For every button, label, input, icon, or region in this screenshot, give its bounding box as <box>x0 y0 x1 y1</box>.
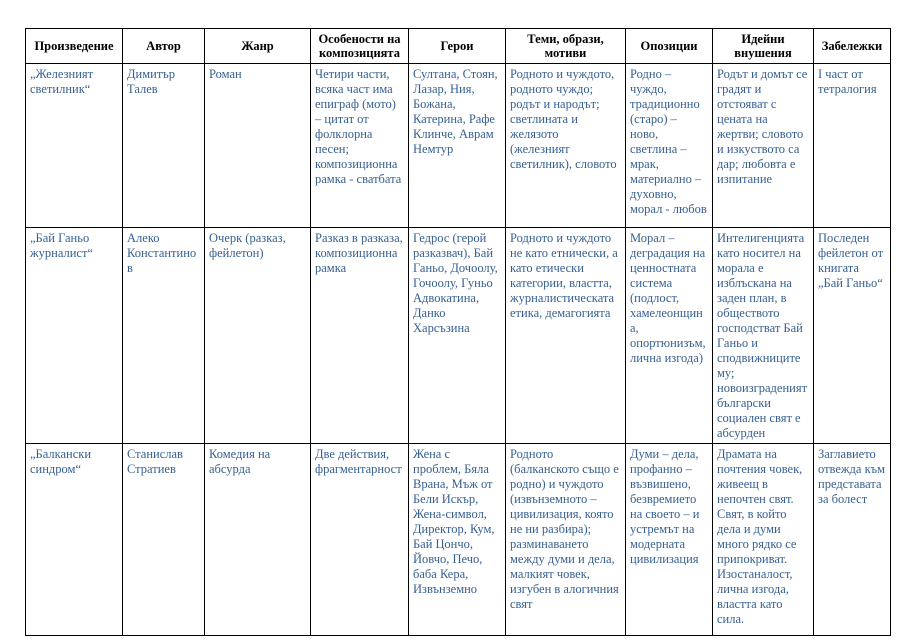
cell-oppositions: Родно – чуждо, традиционно (старо) – ново, светлина – мрак, материално – духовно, морал - любов <box>626 64 713 228</box>
cell-notes: I част от тетралогия <box>814 64 891 228</box>
cell-oppositions: Морал – деградация на ценностната система (подлост, хамелеонщина, опортюнизъм, лична изгода) <box>626 228 713 444</box>
cell-work: „Железният светилник“ <box>26 64 123 228</box>
cell-work: „Бай Ганьо журналист“ <box>26 228 123 444</box>
table-row-bay-ganyo-zhurnalist <box>26 228 891 444</box>
table-row-balkanski-sindrom <box>26 444 891 636</box>
cell-oppositions: Думи – дела, профанно – възвишено, безвремието на своето – и устремът на модерната цивилизация <box>626 444 713 636</box>
cell-characters: Жена с проблем, Бяла Врана, Мъж от Бели Искър, Жена-символ, Директор, Кум, Бай Цончо, Йовчо, Печо, баба Кера, Извънземно <box>409 444 506 636</box>
cell-composition: Разказ в разказа, композиционна рамка <box>311 228 409 444</box>
cell-notes: Заглавието отвежда към представата за болест <box>814 444 891 636</box>
column-header-composition: Особености на композицията <box>311 29 409 64</box>
literature-comparison-table <box>25 28 891 636</box>
column-header-messages: Идейни внушения <box>713 29 814 64</box>
table-row-zhelezniyat-svetilnik <box>26 64 891 228</box>
cell-work: „Балкански синдром“ <box>26 444 123 636</box>
cell-messages: Драмата на почтения човек, живеещ в непочтен свят. Свят, в който дела и думи много рядко се припокриват. Изостаналост, лична изгода, властта като сила. <box>713 444 814 636</box>
cell-genre: Комедия на абсурда <box>205 444 311 636</box>
cell-themes: Родното (балканското също е родно) и чуждото (извънземното – цивилизация, която не ни разбира); разминаването между думи и дела, малкият човек, изгубен в алогичния свят <box>506 444 626 636</box>
column-header-oppositions: Опозиции <box>626 29 713 64</box>
cell-author: Алеко Константинов <box>123 228 205 444</box>
cell-composition: Две действия, фрагментарност <box>311 444 409 636</box>
cell-characters: Султана, Стоян, Лазар, Ния, Божана, Катерина, Рафе Клинче, Аврам Немтур <box>409 64 506 228</box>
cell-author: Станислав Стратиев <box>123 444 205 636</box>
column-header-notes: Забележки <box>814 29 891 64</box>
cell-characters: Гедрос (герой разказвач), Бай Ганьо, Дочоолу, Гочоолу, Гуньо Адвокатина, Данко Харсъзина <box>409 228 506 444</box>
cell-notes: Последен фейлетон от книгата „Бай Ганьо“ <box>814 228 891 444</box>
header-row <box>26 29 891 64</box>
cell-themes: Родното и чуждото, родното чуждо; родът и народът; светлината и желязото (железният светилник), словото <box>506 64 626 228</box>
cell-genre: Очерк (разказ, фейлетон) <box>205 228 311 444</box>
cell-messages: Интелигенцията като носител на морала е изблъскана на заден план, в обществото господстват Бай Ганьо и сподвижниците му; новоизграденият български социален свят е абсурден <box>713 228 814 444</box>
column-header-themes: Теми, образи, мотиви <box>506 29 626 64</box>
column-header-author: Автор <box>123 29 205 64</box>
cell-themes: Родното и чуждото не като етнически, а като етически категории, властта, журналистическата етика, демагогията <box>506 228 626 444</box>
column-header-genre: Жанр <box>205 29 311 64</box>
column-header-work: Произведение <box>26 29 123 64</box>
column-header-characters: Герои <box>409 29 506 64</box>
cell-author: Димитър Талев <box>123 64 205 228</box>
cell-genre: Роман <box>205 64 311 228</box>
cell-composition: Четири части, всяка част има епиграф (мото) – цитат от фолклорна песен; композиционна рамка - сватбата <box>311 64 409 228</box>
cell-messages: Родът и домът се градят и отстояват с цената на жертви; словото и изкуството са дар; любовта е изпитание <box>713 64 814 228</box>
